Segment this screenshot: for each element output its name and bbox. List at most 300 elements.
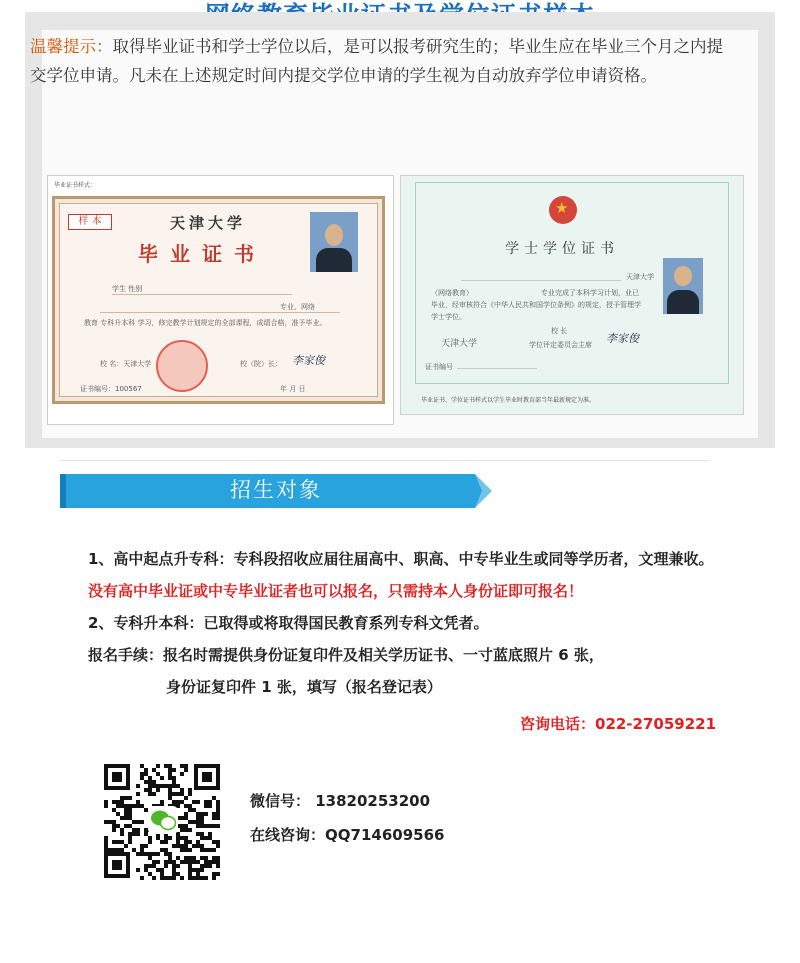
qr-module	[196, 816, 200, 820]
qr-module	[216, 812, 220, 816]
qr-module	[152, 864, 156, 868]
qr-module	[148, 836, 152, 840]
qr-module	[216, 804, 220, 808]
qr-module	[188, 860, 192, 864]
qr-module	[188, 804, 192, 808]
degree-cert-no: 证书编号	[425, 363, 453, 371]
qr-module	[204, 856, 208, 860]
qr-module	[172, 844, 176, 848]
qr-module	[140, 820, 144, 824]
qr-module	[156, 852, 160, 856]
qr-module	[192, 860, 196, 864]
qr-module	[184, 804, 188, 808]
qr-module	[120, 848, 124, 852]
qr-module	[128, 796, 132, 800]
qr-module	[176, 784, 180, 788]
qr-module	[172, 860, 176, 864]
qr-module	[180, 816, 184, 820]
qr-module	[172, 872, 176, 876]
qr-module	[120, 832, 124, 836]
qr-module	[192, 876, 196, 880]
qr-module	[180, 836, 184, 840]
degree-committee: 学位评定委员会主席	[529, 341, 592, 349]
qr-module	[144, 852, 148, 856]
qr-module	[148, 784, 152, 788]
qr-module	[152, 852, 156, 856]
qr-module	[144, 808, 148, 812]
qr-module	[196, 800, 200, 804]
qr-module	[188, 792, 192, 796]
qr-module	[128, 840, 132, 844]
qr-module	[188, 864, 192, 868]
qr-module	[168, 788, 172, 792]
qr-module	[176, 840, 180, 844]
qr-module	[176, 800, 180, 804]
qr-module	[124, 808, 128, 812]
degree-photo	[663, 258, 703, 314]
qr-module	[172, 780, 176, 784]
qr-module	[200, 864, 204, 868]
qr-module	[116, 800, 120, 804]
qr-module	[208, 824, 212, 828]
qr-module	[180, 764, 184, 768]
qr-module	[164, 764, 168, 768]
qr-module	[216, 856, 220, 860]
qr-module	[212, 816, 216, 820]
qr-module	[128, 812, 132, 816]
qr-module	[148, 788, 152, 792]
qr-module	[120, 804, 124, 808]
qr-module	[140, 876, 144, 880]
qr-module	[184, 824, 188, 828]
enrollment-item-1: 1、高中起点升专科：专科段招收应届往届高中、职高、中专毕业生或同等学历者，文理兼收。	[88, 550, 714, 568]
photo-body	[667, 290, 699, 314]
qr-module	[212, 860, 216, 864]
qr-module	[120, 828, 124, 832]
qr-module	[208, 832, 212, 836]
qr-module	[144, 788, 148, 792]
qr-module	[172, 792, 176, 796]
qr-module	[160, 776, 164, 780]
qr-module	[160, 840, 164, 844]
qr-module	[132, 828, 136, 832]
qr-module	[144, 772, 148, 776]
qr-module	[180, 772, 184, 776]
qr-module	[172, 784, 176, 788]
qr-module	[184, 860, 188, 864]
qr-module	[144, 828, 148, 832]
qr-module	[180, 844, 184, 848]
qr-module	[192, 820, 196, 824]
qr-module	[112, 800, 116, 804]
rule	[457, 368, 537, 369]
rule	[112, 294, 292, 295]
enrollment-banner	[60, 470, 492, 512]
qr-module	[164, 860, 168, 864]
qr-module	[168, 776, 172, 780]
qr-module	[192, 808, 196, 812]
qr-module	[112, 820, 116, 824]
qr-module	[156, 788, 160, 792]
qr-module	[144, 832, 148, 836]
qr-module	[172, 864, 176, 868]
qr-module	[172, 776, 176, 780]
qr-module	[208, 800, 212, 804]
qr-module	[192, 868, 196, 872]
qr-module	[176, 864, 180, 868]
wechat-id: 微信号： 13820253200	[250, 792, 431, 810]
qr-module	[124, 824, 128, 828]
qr-module	[188, 848, 192, 852]
qr-module	[152, 768, 156, 772]
qr-module	[164, 876, 168, 880]
qr-module	[156, 860, 160, 864]
qr-module	[212, 796, 216, 800]
qr-module	[152, 876, 156, 880]
qr-module	[172, 868, 176, 872]
graduation-cert-no: 证书编号：100567	[80, 385, 142, 393]
qr-module	[148, 856, 152, 860]
qr-module	[196, 860, 200, 864]
qr-module	[196, 832, 200, 836]
qr-module	[180, 788, 184, 792]
qr-module	[196, 868, 200, 872]
qr-module	[172, 800, 176, 804]
qr-module	[112, 824, 116, 828]
degree-signature: 李家俊	[606, 332, 639, 345]
qr-module	[212, 872, 216, 876]
qr-module	[152, 860, 156, 864]
qr-module	[168, 796, 172, 800]
qr-module	[188, 876, 192, 880]
notice-body: 取得毕业证书和学士学位以后，是可以报考研究生的；毕业生应在毕业三个月之内提交学位申请。凡未在上述规定时间内提交学位申请的学生视为自动放弃学位申请资格。	[30, 37, 723, 85]
qr-module	[156, 868, 160, 872]
qr-module	[116, 824, 120, 828]
qr-module	[152, 780, 156, 784]
degree-title: 学士学位证书	[505, 241, 619, 257]
qr-module	[200, 816, 204, 820]
qr-module	[216, 824, 220, 828]
qr-module	[188, 808, 192, 812]
qr-module	[136, 784, 140, 788]
section-divider	[60, 460, 710, 461]
qr-module	[168, 764, 172, 768]
qr-module	[156, 784, 160, 788]
qr-module	[176, 792, 180, 796]
qr-module	[168, 792, 172, 796]
qr-module	[184, 796, 188, 800]
graduation-line-1: 学生 性别	[112, 285, 143, 293]
qr-module	[136, 792, 140, 796]
graduate-photo	[310, 212, 358, 272]
qr-module	[128, 804, 132, 808]
qr-module	[124, 816, 128, 820]
qr-module	[136, 832, 140, 836]
qr-module	[152, 792, 156, 796]
national-emblem-icon	[549, 196, 577, 224]
qr-module	[168, 876, 172, 880]
qr-module	[160, 868, 164, 872]
graduation-certificate-image	[47, 175, 394, 425]
qr-module	[124, 812, 128, 816]
qr-module	[216, 864, 220, 868]
qr-module	[116, 804, 120, 808]
degree-caption: 毕业证书、学位证书样式以学生毕业时教育部当年最新规定为准。	[421, 397, 596, 404]
qr-module	[184, 764, 188, 768]
qr-module	[172, 876, 176, 880]
qr-module	[112, 840, 116, 844]
qr-module	[192, 800, 196, 804]
qr-module	[212, 840, 216, 844]
qr-module	[184, 840, 188, 844]
qr-module	[180, 824, 184, 828]
qr-module	[204, 848, 208, 852]
rule	[461, 280, 621, 281]
qr-module	[156, 772, 160, 776]
qr-module	[176, 856, 180, 860]
consult-phone: 咨询电话：022-27059221	[520, 715, 717, 733]
qr-module	[216, 800, 220, 804]
qr-module	[208, 836, 212, 840]
qr-module	[180, 860, 184, 864]
qr-module	[168, 836, 172, 840]
graduation-title: 毕业证书	[138, 242, 266, 266]
qr-module	[200, 836, 204, 840]
qr-module	[212, 812, 216, 816]
qr-module	[152, 784, 156, 788]
degree-line-4: 学士学位。	[431, 313, 466, 321]
qr-module	[168, 768, 172, 772]
qr-module	[200, 868, 204, 872]
qr-module	[188, 872, 192, 876]
qr-module	[208, 848, 212, 852]
qr-module	[184, 836, 188, 840]
graduation-line-3: 教育 专科升本科 学习，修完教学计划规定的全部课程，成绩合格，准予毕业。	[84, 319, 327, 327]
qr-module	[160, 848, 164, 852]
graduation-university: 天津大学	[170, 214, 247, 232]
qr-module	[168, 856, 172, 860]
qr-module	[176, 872, 180, 876]
qr-module	[140, 852, 144, 856]
qr-module	[200, 848, 204, 852]
qr-module	[140, 764, 144, 768]
qr-module	[216, 808, 220, 812]
photo-face	[325, 224, 343, 246]
university-seal	[156, 340, 208, 392]
qr-module	[168, 852, 172, 856]
qr-module	[140, 848, 144, 852]
qr-module	[128, 816, 132, 820]
qr-module	[212, 876, 216, 880]
qr-module	[104, 844, 108, 848]
qr-module	[116, 812, 120, 816]
qr-module	[204, 836, 208, 840]
qr-module	[148, 840, 152, 844]
qr-module	[196, 844, 200, 848]
qr-module	[188, 820, 192, 824]
qr-module	[196, 812, 200, 816]
qr-module	[104, 820, 108, 824]
qr-module	[148, 872, 152, 876]
qr-module	[200, 832, 204, 836]
qr-module	[144, 864, 148, 868]
qr-module	[184, 816, 188, 820]
qr-module	[160, 872, 164, 876]
wechat-qr-code	[102, 762, 222, 880]
qr-module	[124, 844, 128, 848]
qr-module	[164, 836, 168, 840]
degree-university-bottom: 天津大学	[441, 339, 478, 349]
qr-module	[188, 840, 192, 844]
qr-module	[204, 876, 208, 880]
qr-module	[168, 860, 172, 864]
qr-module	[212, 824, 216, 828]
qr-module	[180, 876, 184, 880]
qr-module	[172, 768, 176, 772]
qr-module	[212, 848, 216, 852]
banner-label: 招生对象	[230, 478, 322, 502]
qr-module	[148, 776, 152, 780]
qr-module	[144, 768, 148, 772]
qr-module	[132, 804, 136, 808]
qr-module	[108, 848, 112, 852]
degree-line-3: 毕业，经审核符合《中华人民共和国学位条例》的规定，授予管理学	[431, 301, 641, 309]
sample-mark: 样 本	[68, 214, 112, 230]
qr-module	[192, 844, 196, 848]
qr-module	[216, 840, 220, 844]
qr-module	[144, 780, 148, 784]
qr-module	[148, 852, 152, 856]
graduation-school-name: 校 名：天津大学	[100, 360, 152, 368]
online-consult-qq: 在线咨询：QQ714609566	[250, 826, 445, 844]
qr-module	[120, 800, 124, 804]
degree-university-top: 天津大学	[626, 273, 654, 281]
qr-module	[208, 804, 212, 808]
qr-module	[160, 876, 164, 880]
qr-module	[204, 812, 208, 816]
qr-module	[124, 796, 128, 800]
qr-module	[200, 844, 204, 848]
qr-module	[216, 860, 220, 864]
qr-module	[164, 840, 168, 844]
degree-principal-role: 校 长	[551, 327, 568, 335]
qr-module	[104, 836, 108, 840]
qr-module	[136, 852, 140, 856]
qr-module	[132, 820, 136, 824]
qr-module	[112, 828, 116, 832]
qr-module	[212, 856, 216, 860]
qr-module	[176, 836, 180, 840]
qr-module	[128, 836, 132, 840]
qr-module	[144, 868, 148, 872]
qr-module	[216, 844, 220, 848]
qr-module	[176, 844, 180, 848]
qr-module	[112, 848, 116, 852]
qr-module	[116, 848, 120, 852]
qr-module	[200, 812, 204, 816]
qr-module	[120, 816, 124, 820]
qr-module	[216, 816, 220, 820]
qr-module	[204, 860, 208, 864]
qr-module	[164, 784, 168, 788]
qr-module	[204, 864, 208, 868]
qr-module	[136, 804, 140, 808]
qr-module	[180, 792, 184, 796]
qr-module	[188, 828, 192, 832]
qr-module	[108, 820, 112, 824]
qr-module	[196, 820, 200, 824]
qr-module	[104, 800, 108, 804]
qr-module	[148, 792, 152, 796]
qr-module	[136, 868, 140, 872]
qr-module	[104, 840, 108, 844]
principal-signature: 李家俊	[292, 354, 325, 367]
qr-module	[204, 824, 208, 828]
qr-module	[184, 768, 188, 772]
qr-module	[216, 872, 220, 876]
qr-module	[184, 828, 188, 832]
qr-module	[140, 772, 144, 776]
qr-module	[188, 856, 192, 860]
qr-module	[200, 856, 204, 860]
photo-body	[316, 248, 352, 272]
qr-module	[164, 852, 168, 856]
qr-module	[204, 800, 208, 804]
qr-module	[156, 836, 160, 840]
graduation-caption: 毕业证书样式：	[54, 182, 97, 189]
qr-code-graphic	[102, 762, 222, 880]
qr-module	[160, 800, 164, 804]
qr-module	[104, 848, 108, 852]
degree-line-1: （网络教育）	[431, 289, 473, 297]
qr-module	[156, 764, 160, 768]
qr-module	[128, 808, 132, 812]
qr-module	[208, 860, 212, 864]
qr-module	[160, 784, 164, 788]
qr-module	[136, 820, 140, 824]
qr-module	[136, 828, 140, 832]
degree-line-2: 专业完成了本科学习计划，业已	[541, 289, 639, 297]
notice-label: 温馨提示：	[30, 37, 113, 56]
graduation-date: 年 月 日	[280, 385, 306, 393]
qr-module	[164, 848, 168, 852]
qr-module	[144, 844, 148, 848]
qr-module	[200, 820, 204, 824]
qr-module	[128, 824, 132, 828]
qr-module	[168, 784, 172, 788]
qr-module	[204, 804, 208, 808]
rule	[100, 312, 340, 313]
qr-module	[112, 808, 116, 812]
qr-module	[184, 812, 188, 816]
qr-module	[184, 848, 188, 852]
qr-module	[180, 828, 184, 832]
qr-module	[132, 832, 136, 836]
graduation-inner	[59, 203, 378, 397]
qr-module	[104, 804, 108, 808]
qr-module	[124, 804, 128, 808]
qr-module	[184, 856, 188, 860]
qr-module	[184, 844, 188, 848]
qr-module	[196, 840, 200, 844]
qr-module	[196, 872, 200, 876]
qr-module	[148, 780, 152, 784]
procedure-line-2: 身份证复印件 1 张，填写（报名登记表）	[166, 678, 442, 696]
qr-module	[200, 824, 204, 828]
qr-module	[176, 832, 180, 836]
qr-module	[176, 804, 180, 808]
degree-certificate-image	[400, 175, 744, 415]
